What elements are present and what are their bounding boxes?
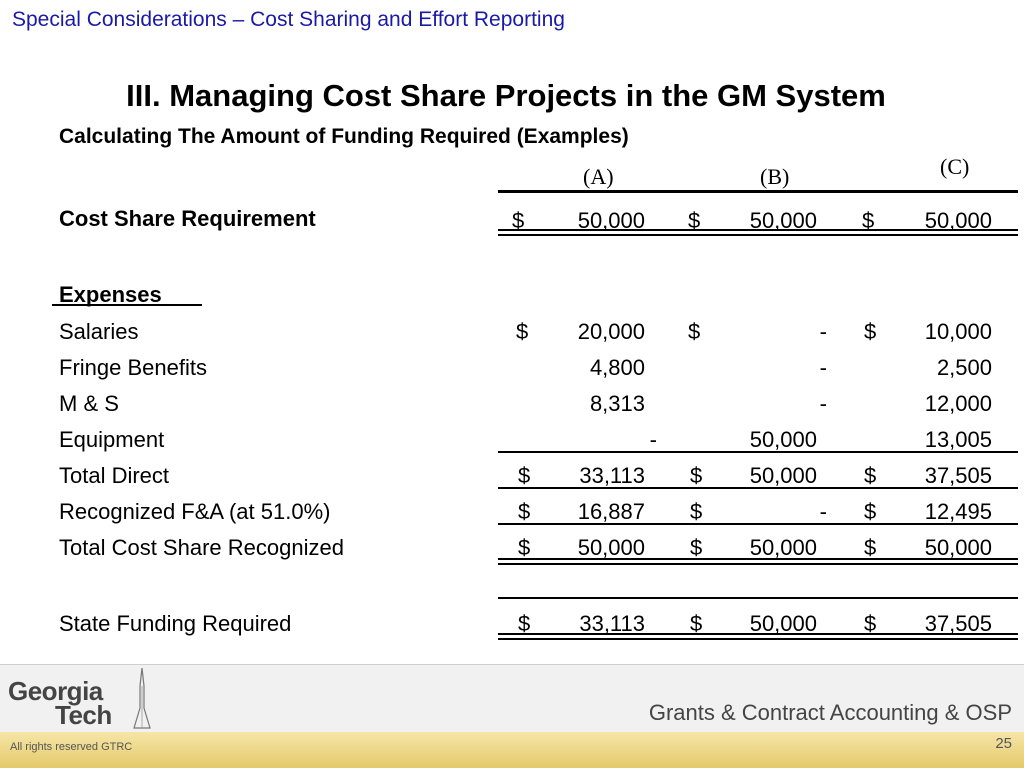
cell-value: 20,000 [577, 319, 645, 344]
cell-dollar: $ [518, 611, 531, 636]
double-rule [498, 229, 1018, 231]
column-heading-a: (A) [583, 164, 614, 189]
slide-title [0, 78, 1024, 114]
cell-dollar: $ [690, 535, 703, 560]
page-number: 25 [995, 735, 1012, 752]
cell-value: - [819, 391, 827, 416]
row-label-state-funding: State Funding Required [59, 611, 292, 636]
row-label-total-direct: Total Direct [59, 463, 170, 488]
cell-value: 8,313 [589, 391, 645, 416]
column-heading-c: (C) [940, 154, 970, 179]
cell-value: 50,000 [577, 535, 645, 560]
cell-value: 16,887 [577, 499, 645, 524]
cell-value: 33,113 [579, 611, 645, 636]
georgia-tech-logo [8, 676, 148, 732]
single-rule [498, 523, 1018, 525]
single-rule [498, 451, 1018, 453]
single-rule [498, 487, 1018, 489]
cell-value: 50,000 [749, 611, 817, 636]
cell-dollar: $ [688, 208, 701, 233]
cell-value: 50,000 [749, 463, 817, 488]
cell-value: 50,000 [749, 427, 817, 452]
tech-tower-icon [132, 668, 152, 730]
cell-dollar: $ [690, 499, 703, 524]
row-label-equipment: Equipment [59, 427, 165, 452]
row-label-total-cost-share: Total Cost Share Recognized [59, 535, 344, 560]
slide-subtitle: Calculating The Amount of Funding Required (Examples) [59, 125, 629, 148]
double-rule [498, 563, 1018, 565]
cell-dollar: $ [518, 463, 531, 488]
row-label-recognized-fa: Recognized F&A (at 51.0%) [59, 499, 331, 524]
cell-value: 50,000 [924, 535, 992, 560]
footer-org-name: Grants & Contract Accounting & OSP [648, 700, 1012, 725]
row-label-ms: M & S [59, 391, 119, 416]
cell-dollar: $ [864, 463, 877, 488]
column-heading-b: (B) [760, 164, 790, 189]
cell-value: 37,505 [924, 611, 992, 636]
cell-value: - [819, 319, 827, 344]
double-rule [498, 633, 1018, 635]
cell-value: 50,000 [577, 208, 645, 233]
row-label-cost-share: Cost Share Requirement [59, 206, 316, 231]
cell-dollar: $ [864, 611, 877, 636]
cell-dollar: $ [518, 499, 531, 524]
logo-text-line1: Georgia [8, 676, 103, 706]
cell-value: 37,505 [924, 463, 992, 488]
gold-footer-bar [0, 732, 1024, 768]
row-label-salaries: Salaries [59, 319, 139, 344]
cell-value: 13,005 [924, 427, 992, 452]
cell-dollar: $ [864, 319, 877, 344]
cell-dollar: $ [516, 319, 529, 344]
top-header: Special Considerations – Cost Sharing and Effort Reporting [12, 8, 565, 31]
header-rule [498, 190, 1018, 193]
cell-dollar: $ [864, 535, 877, 560]
cell-value: 50,000 [924, 208, 992, 233]
cell-value: 50,000 [749, 208, 817, 233]
slide-title-text: III. Managing Cost Share Projects in the GM System [126, 78, 886, 113]
double-rule [498, 558, 1018, 560]
cell-value: 50,000 [749, 535, 817, 560]
cell-value: 33,113 [579, 463, 645, 488]
cell-dollar: $ [512, 208, 525, 233]
cell-value: 12,000 [924, 391, 992, 416]
cell-dollar: $ [864, 499, 877, 524]
double-rule [498, 234, 1018, 236]
cell-value: 12,495 [924, 499, 992, 524]
logo-text-line2: Tech [55, 700, 112, 730]
single-rule [498, 597, 1018, 599]
cell-value: 10,000 [924, 319, 992, 344]
cell-dollar: $ [518, 535, 531, 560]
cell-dollar: $ [688, 319, 701, 344]
cell-value: 4,800 [589, 355, 645, 380]
row-label-fringe: Fringe Benefits [59, 355, 207, 380]
cell-value: 2,500 [936, 355, 992, 380]
cell-value: - [649, 427, 657, 452]
cell-dollar: $ [862, 208, 875, 233]
cell-dollar: $ [690, 611, 703, 636]
cell-value: - [819, 355, 827, 380]
cell-dollar: $ [690, 463, 703, 488]
expenses-underline [52, 304, 202, 306]
expenses-heading: Expenses [59, 282, 162, 307]
cell-value: - [819, 499, 827, 524]
rights-text: All rights reserved GTRC [10, 741, 133, 753]
double-rule [498, 638, 1018, 640]
